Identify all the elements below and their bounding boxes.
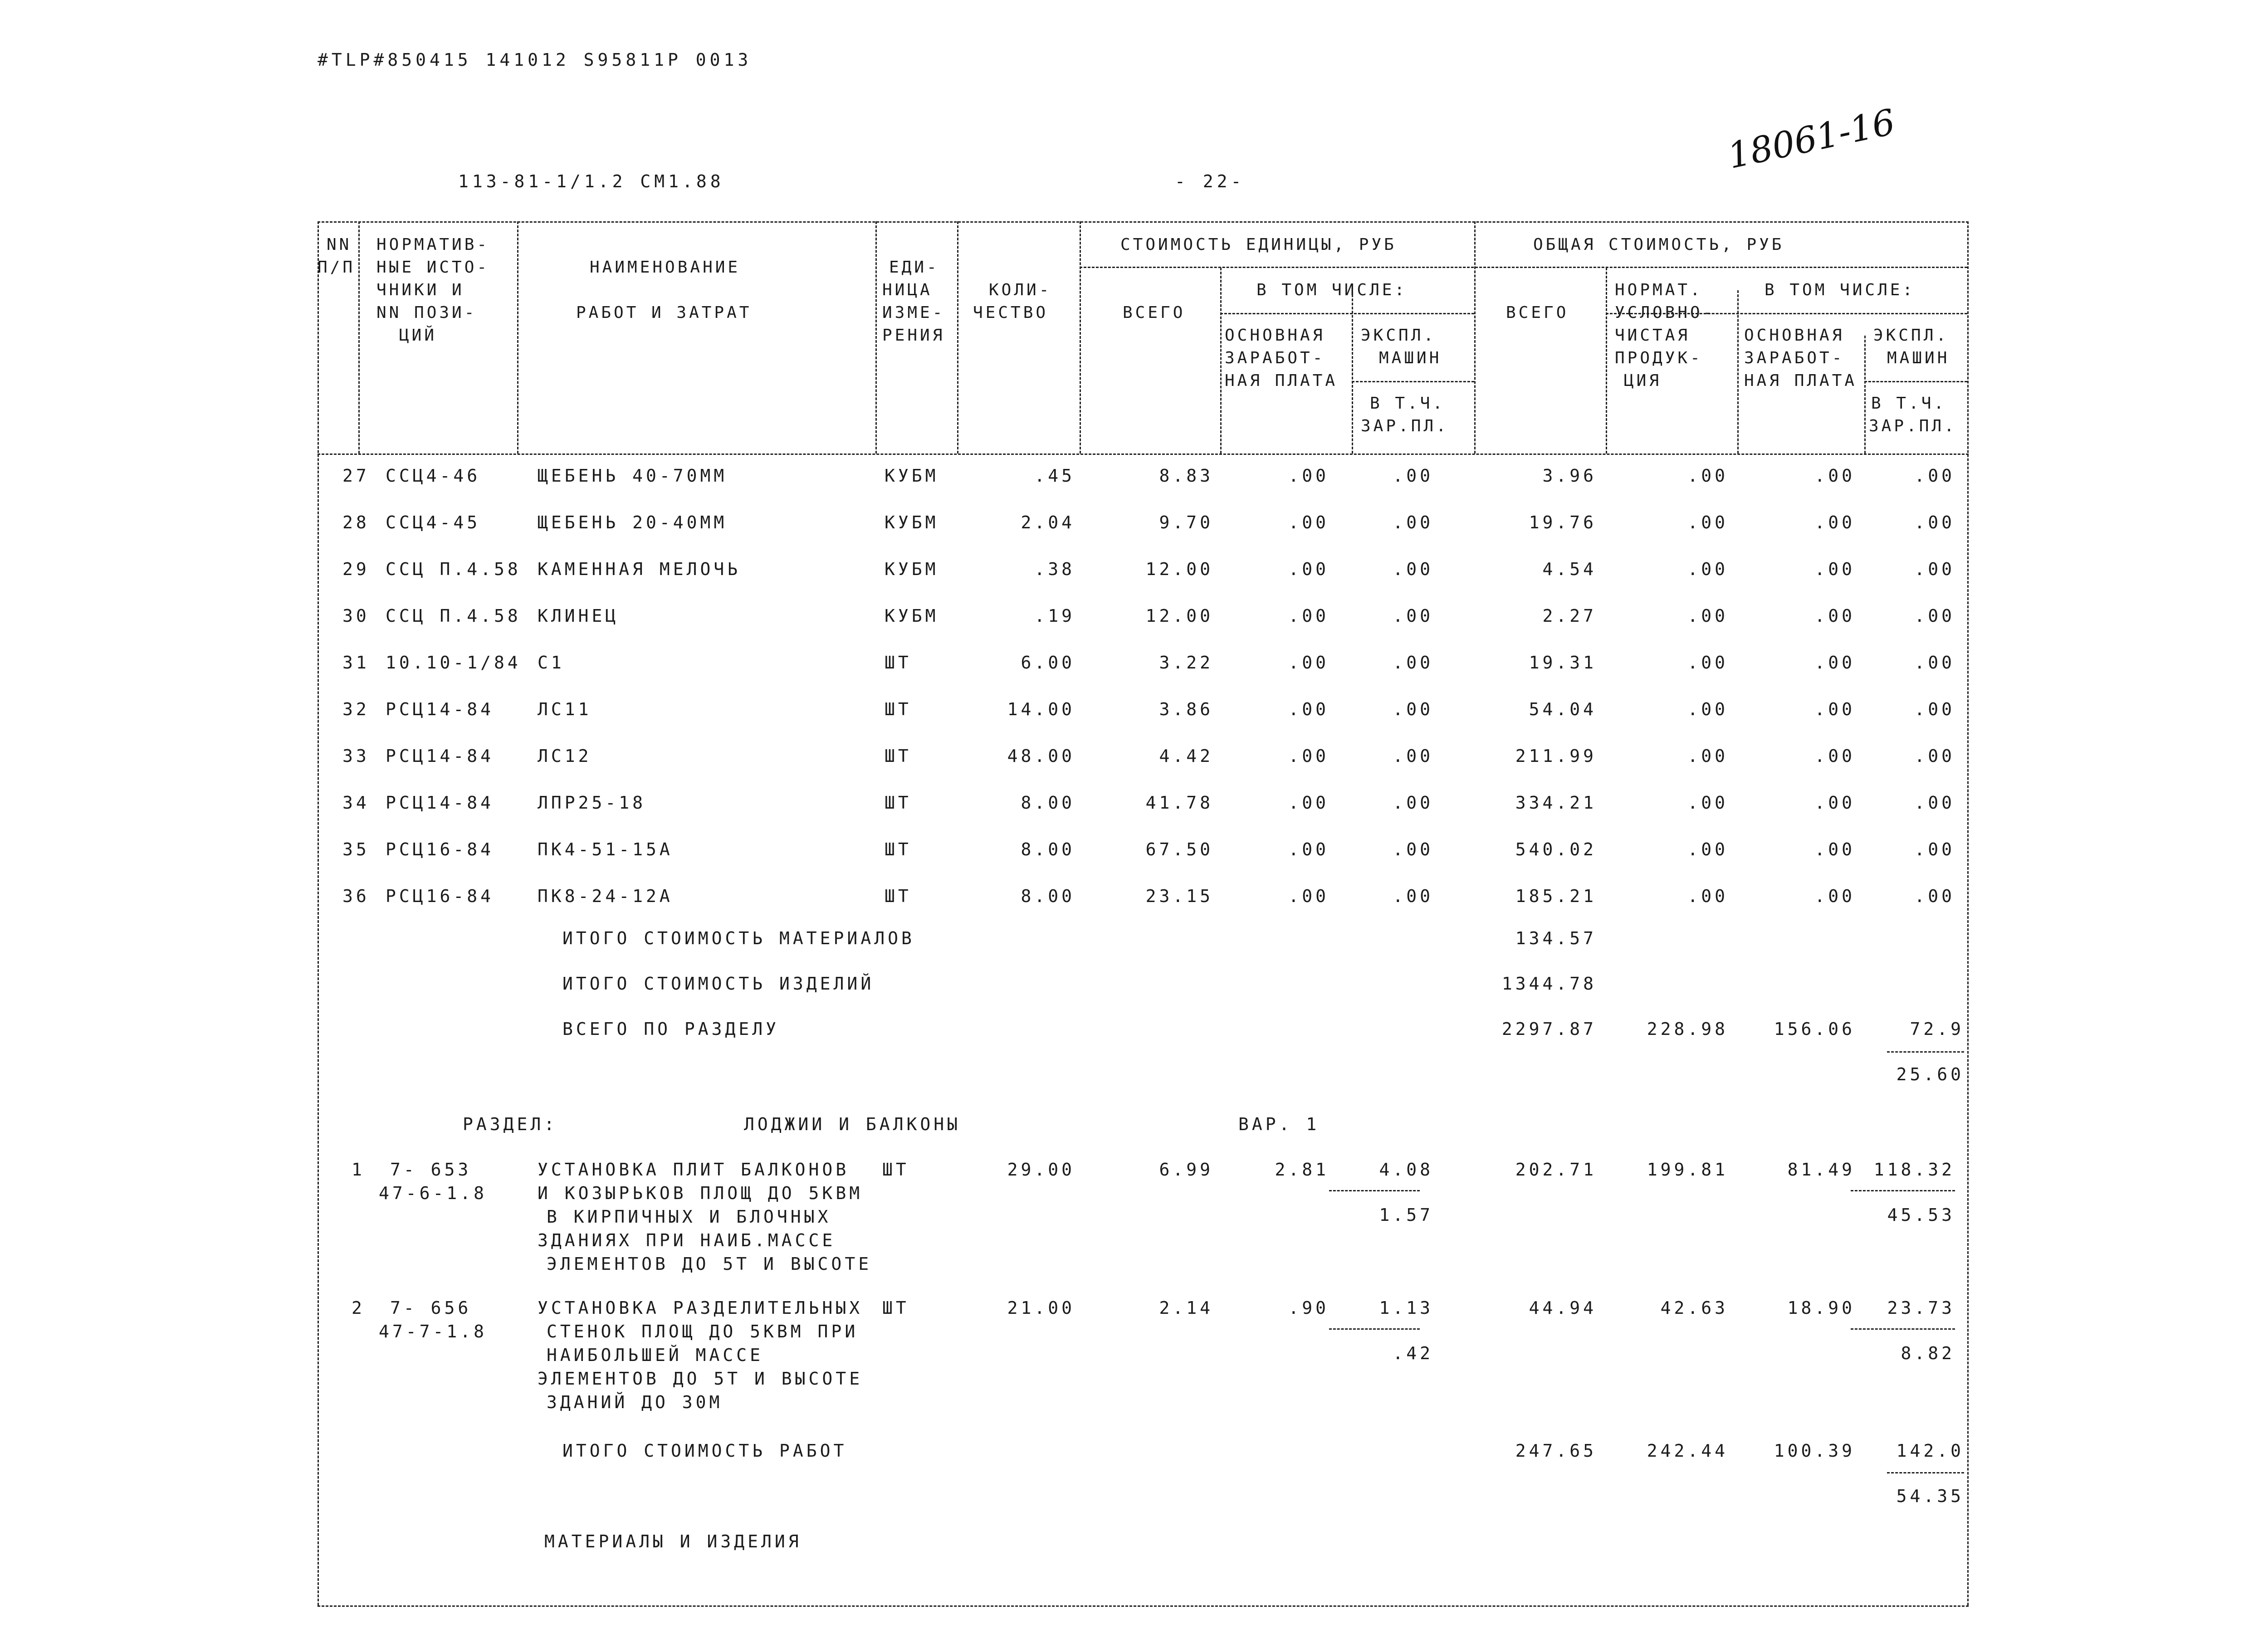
row-35-total: 540.02 [1515, 839, 1597, 859]
row-34-name: ЛПР25-18 [538, 793, 646, 813]
row-27-cond: .00 [1687, 466, 1728, 486]
page-number: - 22- [1175, 171, 1245, 191]
row-30-n: 30 [342, 606, 370, 626]
header-rule [1352, 381, 1474, 382]
row-27-wage: .00 [1814, 466, 1855, 486]
header-total-vtch-1: В Т.Ч. [1871, 394, 1947, 413]
row-33-qty: 48.00 [1007, 746, 1075, 766]
col-sep [1474, 221, 1476, 454]
row-33-unit-total: 4.42 [1159, 746, 1213, 766]
row-32-wage: .00 [1814, 699, 1855, 719]
row-36-unit-wage: .00 [1288, 886, 1329, 906]
row-31-unit-wage: .00 [1288, 653, 1329, 673]
row-36-qty: 8.00 [1021, 886, 1075, 906]
header-nn: NN [327, 235, 352, 254]
col-sep [1864, 336, 1866, 454]
row-30-unit: КУБМ [885, 606, 939, 626]
row-34-n: 34 [342, 793, 370, 813]
subtotal-rule [1329, 1328, 1420, 1330]
row-34-wage: .00 [1814, 793, 1855, 813]
table-top-border [318, 221, 1969, 223]
work-2-unit-mach-wage: .42 [1393, 1343, 1433, 1363]
header-name-2: РАБОТ И ЗАТРАТ [576, 303, 752, 322]
row-29-unit-total: 12.00 [1145, 559, 1213, 579]
col-sep [1737, 290, 1739, 454]
col-sep [875, 221, 877, 454]
section-total-label: ВСЕГО ПО РАЗДЕЛУ [562, 1019, 780, 1039]
work-2-cond: 42.63 [1660, 1298, 1728, 1318]
row-36-cond: .00 [1687, 886, 1728, 906]
products-total-value: 1344.78 [1501, 974, 1597, 994]
header-name-1: НАИМЕНОВАНИЕ [590, 258, 741, 277]
row-35-mach: .00 [1914, 839, 1955, 859]
row-30-unit-wage: .00 [1288, 606, 1329, 626]
row-29-wage: .00 [1814, 559, 1855, 579]
work-1-n: 1 [352, 1160, 365, 1180]
section-total-value: 2297.87 [1501, 1019, 1597, 1039]
work-1-unit-mach-wage: 1.57 [1379, 1205, 1433, 1225]
row-28-code: ССЦ4-45 [386, 512, 481, 532]
header-rule [1864, 381, 1967, 382]
subtotal-rule [1329, 1190, 1420, 1191]
row-30-total: 2.27 [1542, 606, 1597, 626]
col-sep [1080, 221, 1081, 454]
row-33-unit: ШТ [885, 746, 912, 766]
work-1-wage: 81.49 [1787, 1160, 1855, 1180]
col-sep [1606, 268, 1607, 454]
row-30-unit-total: 12.00 [1145, 606, 1213, 626]
work-1-name-line-2: И КОЗЫРЬКОВ ПЛОЩ ДО 5КВМ [538, 1183, 863, 1203]
row-32-cond: .00 [1687, 699, 1728, 719]
document-code: #TLP#850415 141012 S95811P 0013 [318, 50, 752, 70]
work-2-wage: 18.90 [1787, 1298, 1855, 1318]
work-1-name-line-1: УСТАНОВКА ПЛИТ БАЛКОНОВ [538, 1160, 850, 1180]
header-unit-1: ЕДИ- [889, 258, 939, 277]
header-rule [1080, 267, 1967, 268]
header-unit-vtch-1: В Т.Ч. [1370, 394, 1446, 413]
row-36-unit: ШТ [885, 886, 912, 906]
work-2-code1: 7- 656 [390, 1298, 472, 1318]
row-36-total: 185.21 [1515, 886, 1597, 906]
row-28-cond: .00 [1687, 512, 1728, 532]
row-35-code: РСЦ16-84 [386, 839, 494, 859]
row-33-total: 211.99 [1515, 746, 1597, 766]
header-pp: П/П [318, 258, 356, 277]
header-total-ekspl-1: ЭКСПЛ. [1873, 326, 1949, 345]
row-33-mach: .00 [1914, 746, 1955, 766]
header-norm-5: ЦИЙ [399, 326, 437, 345]
row-31-unit-total: 3.22 [1159, 653, 1213, 673]
row-36-mach: .00 [1914, 886, 1955, 906]
header-unit-osn-1: ОСНОВНАЯ [1225, 326, 1325, 345]
works-total-mach: 142.0 [1896, 1441, 1964, 1461]
table-left-border [318, 221, 319, 1605]
row-30-unit-mach: .00 [1393, 606, 1433, 626]
row-30-wage: .00 [1814, 606, 1855, 626]
work-1-unit-mach: 4.08 [1379, 1160, 1433, 1180]
row-27-n: 27 [342, 466, 370, 486]
materials-heading: МАТЕРИАЛЫ И ИЗДЕЛИЯ [544, 1532, 802, 1551]
row-28-n: 28 [342, 512, 370, 532]
row-34-mach: .00 [1914, 793, 1955, 813]
row-33-wage: .00 [1814, 746, 1855, 766]
work-2-unit-total: 2.14 [1159, 1298, 1213, 1318]
header-unit-ekspl-2: МАШИН [1379, 349, 1442, 367]
row-31-cond: .00 [1687, 653, 1728, 673]
work-2-mach-wage: 8.82 [1901, 1343, 1955, 1363]
row-28-qty: 2.04 [1021, 512, 1075, 532]
row-35-unit-wage: .00 [1288, 839, 1329, 859]
work-2-unit-mach: 1.13 [1379, 1298, 1433, 1318]
products-total-label: ИТОГО СТОИМОСТЬ ИЗДЕЛИЙ [562, 974, 875, 994]
row-29-qty: .38 [1034, 559, 1075, 579]
row-36-wage: .00 [1814, 886, 1855, 906]
work-2-unit-wage: .90 [1288, 1298, 1329, 1318]
header-norm-2: НЫЕ ИСТО- [376, 258, 490, 277]
row-30-qty: .19 [1034, 606, 1075, 626]
row-32-code: РСЦ14-84 [386, 699, 494, 719]
section-total-wage: 156.06 [1774, 1019, 1855, 1039]
header-rule [1220, 313, 1474, 314]
work-1-cond: 199.81 [1647, 1160, 1728, 1180]
subtotal-rule [1887, 1472, 1964, 1473]
work-1-code1: 7- 653 [390, 1160, 472, 1180]
row-36-n: 36 [342, 886, 370, 906]
handwritten-note: 18061-16 [1724, 102, 1899, 177]
header-total-osn-1: ОСНОВНАЯ [1744, 326, 1845, 345]
header-norm-3: ЧНИКИ И [376, 281, 464, 299]
row-35-name: ПК4-51-15А [538, 839, 673, 859]
table-bottom-border [318, 1605, 1969, 1607]
row-29-cond: .00 [1687, 559, 1728, 579]
work-1-unit: ШТ [882, 1160, 909, 1180]
row-31-unit: ШТ [885, 653, 912, 673]
row-28-mach: .00 [1914, 512, 1955, 532]
row-34-cond: .00 [1687, 793, 1728, 813]
row-29-unit: КУБМ [885, 559, 939, 579]
work-1-code2: 47-6-1.8 [379, 1183, 488, 1203]
header-qty-1: КОЛИ- [989, 281, 1052, 299]
row-32-unit: ШТ [885, 699, 912, 719]
row-34-unit-wage: .00 [1288, 793, 1329, 813]
subtotal-rule [1887, 1051, 1964, 1053]
works-total-cond: 242.44 [1647, 1441, 1728, 1461]
row-31-wage: .00 [1814, 653, 1855, 673]
row-31-mach: .00 [1914, 653, 1955, 673]
row-29-name: КАМЕННАЯ МЕЛОЧЬ [538, 559, 741, 579]
work-2-name-line-4: ЭЛЕМЕНТОВ ДО 5Т И ВЫСОТЕ [538, 1369, 863, 1389]
row-27-name: ЩЕБЕНЬ 40-70ММ [538, 466, 728, 486]
work-2-unit: ШТ [882, 1298, 909, 1318]
col-sep [358, 221, 360, 454]
row-30-name: КЛИНЕЦ [538, 606, 619, 626]
row-35-n: 35 [342, 839, 370, 859]
row-35-unit: ШТ [885, 839, 912, 859]
row-36-unit-mach: .00 [1393, 886, 1433, 906]
row-27-unit-wage: .00 [1288, 466, 1329, 486]
row-29-code: ССЦ П.4.58 [386, 559, 521, 579]
row-27-unit-total: 8.83 [1159, 466, 1213, 486]
header-unit-ekspl-1: ЭКСПЛ. [1361, 326, 1437, 345]
row-27-total: 3.96 [1542, 466, 1597, 486]
row-33-n: 33 [342, 746, 370, 766]
row-35-qty: 8.00 [1021, 839, 1075, 859]
row-27-unit-mach: .00 [1393, 466, 1433, 486]
row-31-total: 19.31 [1529, 653, 1597, 673]
header-unit-cost: СТОИМОСТЬ ЕДИНИЦЫ, РУБ [1120, 235, 1397, 254]
row-28-unit: КУБМ [885, 512, 939, 532]
row-31-unit-mach: .00 [1393, 653, 1433, 673]
row-36-unit-total: 23.15 [1145, 886, 1213, 906]
row-33-unit-mach: .00 [1393, 746, 1433, 766]
row-28-unit-wage: .00 [1288, 512, 1329, 532]
row-33-unit-wage: .00 [1288, 746, 1329, 766]
header-total-osn-2: ЗАРАБОТ- [1744, 349, 1845, 367]
row-35-unit-total: 67.50 [1145, 839, 1213, 859]
header-normat-1: НОРМАТ. [1615, 281, 1703, 299]
row-27-mach: .00 [1914, 466, 1955, 486]
row-27-unit: КУБМ [885, 466, 939, 486]
col-sep [957, 221, 958, 454]
col-sep [517, 221, 518, 454]
work-2-name-line-2: СТЕНОК ПЛОЩ ДО 5КВМ ПРИ [547, 1322, 859, 1341]
row-35-wage: .00 [1814, 839, 1855, 859]
header-total-osn-3: НАЯ ПЛАТА [1744, 371, 1857, 390]
row-32-name: ЛС11 [538, 699, 592, 719]
header-total-vtch: В ТОМ ЧИСЛЕ: [1765, 281, 1916, 299]
subtotal-rule [1851, 1328, 1955, 1330]
header-norm-1: НОРМАТИВ- [376, 235, 490, 254]
header-unit-4: РЕНИЯ [882, 326, 945, 345]
row-33-code: РСЦ14-84 [386, 746, 494, 766]
row-31-code: 10.10-1/84 [386, 653, 521, 673]
works-total-mach-wage: 54.35 [1896, 1486, 1964, 1506]
row-32-mach: .00 [1914, 699, 1955, 719]
table-right-border [1967, 221, 1969, 1605]
row-31-name: С1 [538, 653, 565, 673]
row-27-code: ССЦ4-46 [386, 466, 481, 486]
header-norm-4: NN ПОЗИ- [376, 303, 477, 322]
header-total-cost: ОБЩАЯ СТОИМОСТЬ, РУБ [1533, 235, 1784, 254]
row-31-n: 31 [342, 653, 370, 673]
row-34-code: РСЦ14-84 [386, 793, 494, 813]
header-unit-vsego: ВСЕГО [1123, 303, 1186, 322]
materials-total-label: ИТОГО СТОИМОСТЬ МАТЕРИАЛОВ [562, 928, 915, 948]
row-28-total: 19.76 [1529, 512, 1597, 532]
row-27-qty: .45 [1034, 466, 1075, 486]
row-30-code: ССЦ П.4.58 [386, 606, 521, 626]
work-2-name-line-3: НАИБОЛЬШЕЙ МАССЕ [547, 1345, 764, 1365]
col-sep [1352, 290, 1353, 454]
row-36-code: РСЦ16-84 [386, 886, 494, 906]
row-34-qty: 8.00 [1021, 793, 1075, 813]
section-total-mach: 72.9 [1910, 1019, 1964, 1039]
row-33-cond: .00 [1687, 746, 1728, 766]
header-unit-2: НИЦА [882, 281, 933, 299]
header-total-vtch-2: ЗАР.ПЛ. [1869, 417, 1957, 435]
header-unit-3: ИЗМЕ- [882, 303, 945, 322]
row-34-unit-total: 41.78 [1145, 793, 1213, 813]
row-35-unit-mach: .00 [1393, 839, 1433, 859]
header-unit-osn-3: НАЯ ПЛАТА [1225, 371, 1338, 390]
work-2-code2: 47-7-1.8 [379, 1322, 488, 1341]
work-2-mach: 23.73 [1887, 1298, 1955, 1318]
row-34-unit-mach: .00 [1393, 793, 1433, 813]
row-29-n: 29 [342, 559, 370, 579]
section-name: ЛОДЖИИ И БАЛКОНЫ [744, 1114, 961, 1134]
row-32-qty: 14.00 [1007, 699, 1075, 719]
header-normat-2: УСЛОВНО- [1615, 303, 1716, 322]
row-32-unit-wage: .00 [1288, 699, 1329, 719]
row-36-name: ПК8-24-12А [538, 886, 673, 906]
work-1-name-line-5: ЭЛЕМЕНТОВ ДО 5Т И ВЫСОТЕ [547, 1254, 872, 1274]
row-28-name: ЩЕБЕНЬ 20-40ММ [538, 512, 728, 532]
work-1-unit-total: 6.99 [1159, 1160, 1213, 1180]
header-total-vsego: ВСЕГО [1506, 303, 1569, 322]
work-1-qty: 29.00 [1007, 1160, 1075, 1180]
row-32-total: 54.04 [1529, 699, 1597, 719]
section-total-mach-wage: 25.60 [1896, 1064, 1964, 1084]
row-28-unit-mach: .00 [1393, 512, 1433, 532]
header-unit-osn-2: ЗАРАБОТ- [1225, 349, 1325, 367]
document-reference: 113-81-1/1.2 СМ1.88 [458, 171, 724, 191]
work-2-name-line-5: ЗДАНИЙ ДО 30М [547, 1392, 723, 1412]
row-32-n: 32 [342, 699, 370, 719]
header-unit-vtch-2: ЗАР.ПЛ. [1361, 417, 1449, 435]
row-28-unit-total: 9.70 [1159, 512, 1213, 532]
header-normat-5: ЦИЯ [1624, 371, 1662, 390]
row-34-total: 334.21 [1515, 793, 1597, 813]
works-total-label: ИТОГО СТОИМОСТЬ РАБОТ [562, 1441, 847, 1461]
work-2-total: 44.94 [1529, 1298, 1597, 1318]
subtotal-rule [1851, 1190, 1955, 1191]
header-normat-4: ПРОДУК- [1615, 349, 1703, 367]
row-31-qty: 6.00 [1021, 653, 1075, 673]
header-normat-3: ЧИСТАЯ [1615, 326, 1691, 345]
row-32-unit-mach: .00 [1393, 699, 1433, 719]
row-29-unit-mach: .00 [1393, 559, 1433, 579]
work-1-name-line-3: В КИРПИЧНЫХ И БЛОЧНЫХ [547, 1207, 831, 1227]
work-1-name-line-4: ЗДАНИЯХ ПРИ НАИБ.МАССЕ [538, 1230, 836, 1250]
row-30-mach: .00 [1914, 606, 1955, 626]
header-bottom-border [318, 454, 1969, 455]
row-29-unit-wage: .00 [1288, 559, 1329, 579]
section-variant: ВАР. 1 [1238, 1114, 1320, 1134]
work-2-name-line-1: УСТАНОВКА РАЗДЕЛИТЕЛЬНЫХ [538, 1298, 863, 1318]
works-total-wage: 100.39 [1774, 1441, 1855, 1461]
materials-total-value: 134.57 [1515, 928, 1597, 948]
work-1-total: 202.71 [1515, 1160, 1597, 1180]
works-total-value: 247.65 [1515, 1441, 1597, 1461]
header-total-ekspl-2: МАШИН [1887, 349, 1950, 367]
row-34-unit: ШТ [885, 793, 912, 813]
work-2-n: 2 [352, 1298, 365, 1318]
row-30-cond: .00 [1687, 606, 1728, 626]
row-29-total: 4.54 [1542, 559, 1597, 579]
row-29-mach: .00 [1914, 559, 1955, 579]
row-32-unit-total: 3.86 [1159, 699, 1213, 719]
section-label: РАЗДЕЛ: [463, 1114, 558, 1134]
header-qty-2: ЧЕСТВО [973, 303, 1049, 322]
header-unit-vtch: В ТОМ ЧИСЛЕ: [1256, 281, 1408, 299]
work-1-unit-wage: 2.81 [1275, 1160, 1329, 1180]
section-total-cond: 228.98 [1647, 1019, 1728, 1039]
col-sep [1220, 268, 1222, 454]
row-33-name: ЛС12 [538, 746, 592, 766]
work-1-mach: 118.32 [1873, 1160, 1955, 1180]
work-1-mach-wage: 45.53 [1887, 1205, 1955, 1225]
row-35-cond: .00 [1687, 839, 1728, 859]
work-2-qty: 21.00 [1007, 1298, 1075, 1318]
row-28-wage: .00 [1814, 512, 1855, 532]
